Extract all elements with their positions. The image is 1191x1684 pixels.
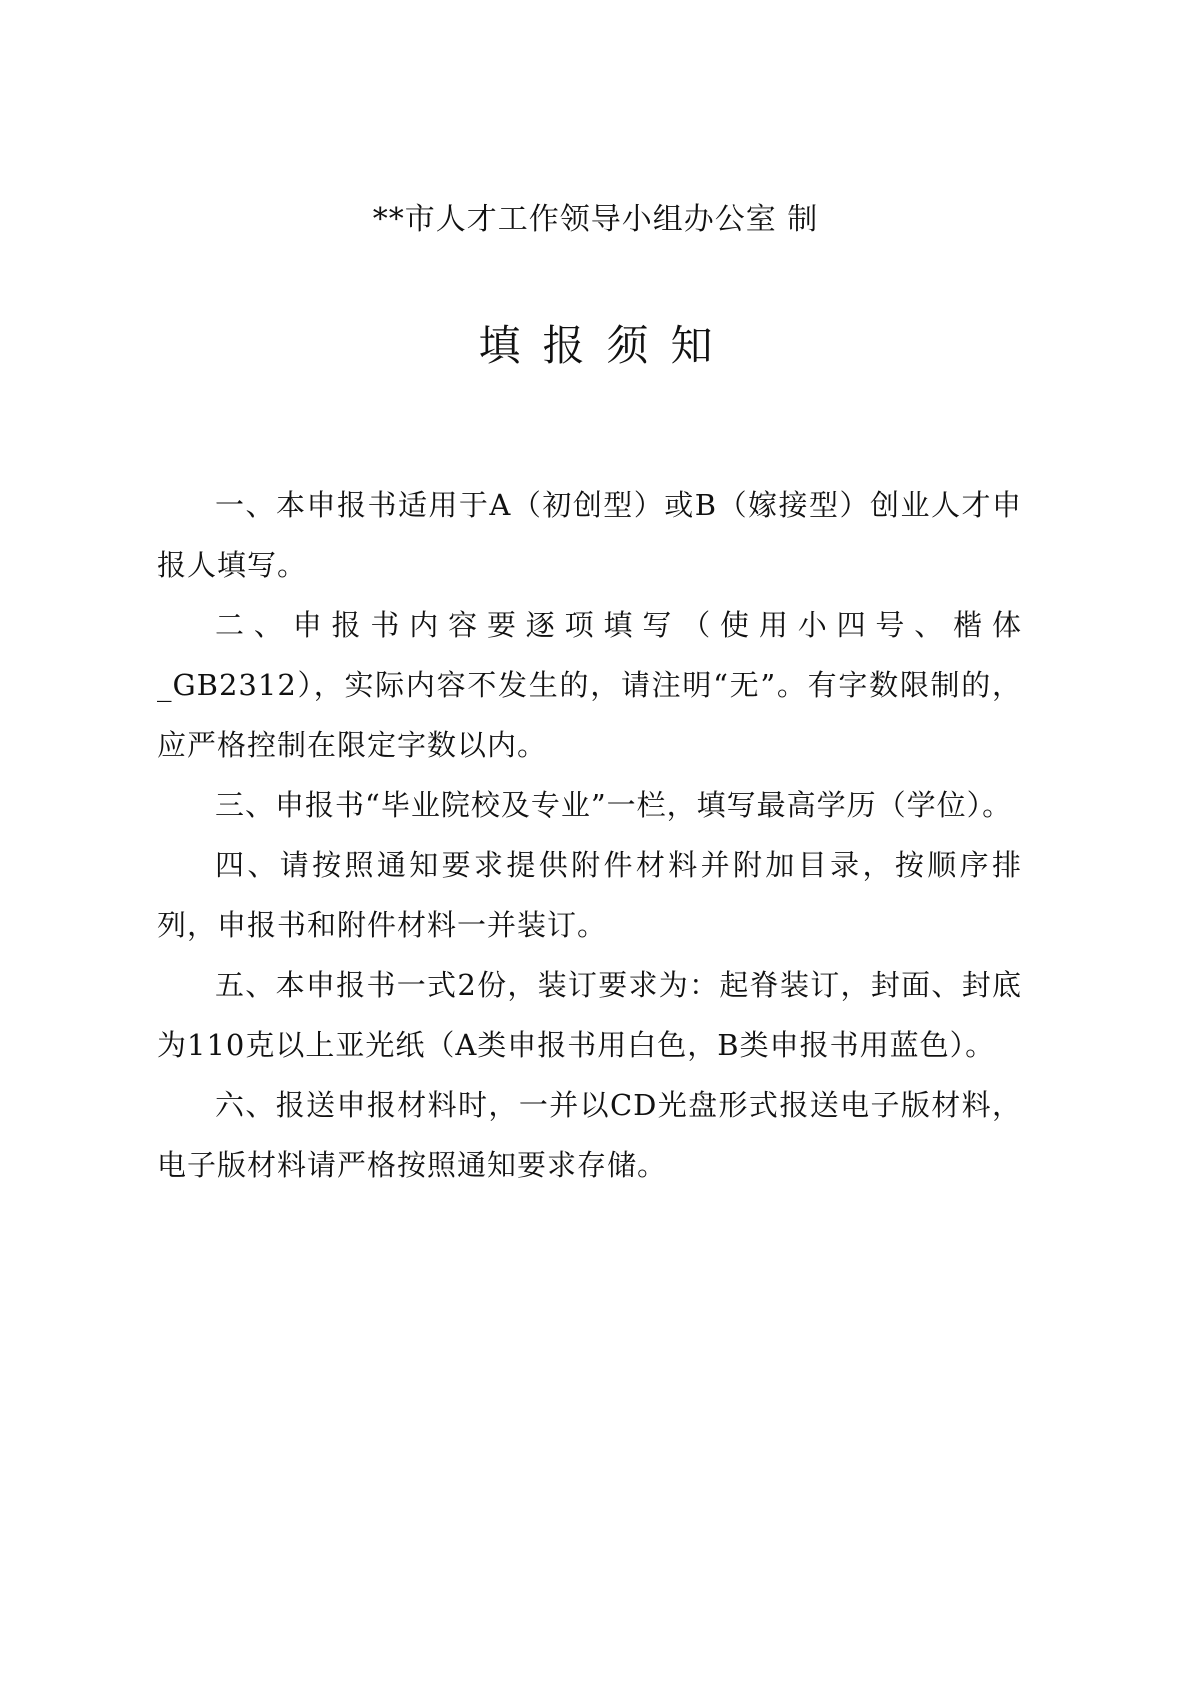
instruction-item-6: 六、报送申报材料时，一并以CD光盘形式报送电子版材料，电子版材料请严格按照通知要求存储。 [157,1088,1022,1182]
instructions-body [157,475,1022,1195]
instruction-item-5: 五、本申报书一式2份，装订要求为：起脊装订，封面、封底为110克以上亚光纸（A类申报书用白色，B类申报书用蓝色）。 [157,968,1022,1062]
instruction-item-1: 一、本申报书适用于A（初创型）或B（嫁接型）创业人才申报人填写。 [157,488,1022,582]
instruction-item-2: 二、申报书内容要逐项填写（使用小四号、楷体_GB2312），实际内容不发生的，请注明“无”。有字数限制的，应严格控制在限定字数以内。 [157,608,1022,762]
issuer-line: **市人才工作领导小组办公室 制 [372,202,819,237]
instruction-item-4: 四、请按照通知要求提供附件材料并附加目录，按顺序排列，申报书和附件材料一并装订。 [157,848,1022,942]
page-title: 填报须知 [478,321,735,370]
instruction-item-3: 三、申报书“毕业院校及专业”一栏，填写最高学历（学位）。 [215,788,1013,822]
